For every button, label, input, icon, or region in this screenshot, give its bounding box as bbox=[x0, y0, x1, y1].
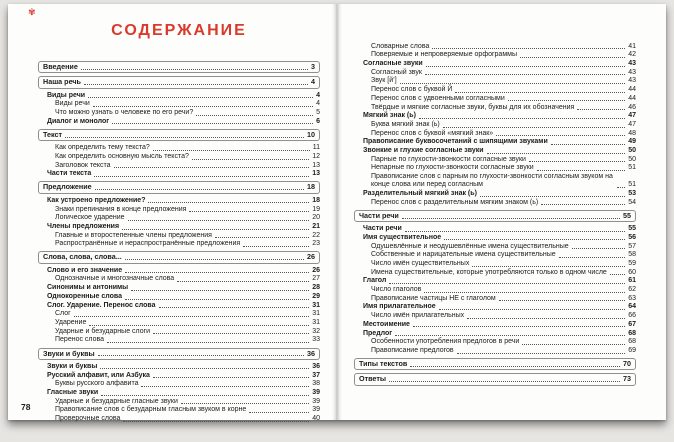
toc-entry-page: 43 bbox=[628, 77, 636, 85]
dot-leader bbox=[395, 335, 625, 336]
toc-entry-page: 49 bbox=[628, 138, 636, 146]
dot-leader bbox=[389, 381, 620, 382]
toc-entry-label: Одушевлённые и неодушевлённые имена существительные bbox=[371, 242, 569, 250]
toc-entry-page: 22 bbox=[312, 231, 320, 239]
toc-section-row bbox=[38, 61, 320, 73]
toc-entry-page: 68 bbox=[628, 329, 636, 337]
dot-leader bbox=[94, 176, 309, 177]
toc-entry-label: Ударение bbox=[55, 319, 87, 326]
toc-entry-page: 18 bbox=[312, 196, 320, 204]
dot-leader bbox=[153, 377, 309, 378]
toc-entry-page: 70 bbox=[623, 359, 631, 369]
toc-entry-label: Правописание частицы НЕ с глаголом bbox=[371, 294, 496, 302]
toc-row bbox=[363, 190, 636, 198]
toc-entry-label: Что можно узнать о человеке по его речи? bbox=[55, 109, 194, 117]
toc-entry-label: Ударные и безударные гласные звуки bbox=[55, 397, 178, 405]
dot-leader bbox=[426, 66, 626, 67]
toc-entry-label: Гласные звуки bbox=[47, 388, 99, 396]
toc-entry-page: 28 bbox=[312, 284, 320, 292]
toc-row bbox=[55, 214, 320, 222]
toc-row bbox=[371, 121, 636, 129]
dot-leader bbox=[522, 344, 625, 345]
dot-leader bbox=[559, 257, 626, 258]
toc-entry-page: 5 bbox=[316, 109, 320, 117]
dot-leader bbox=[443, 127, 625, 128]
toc-row bbox=[55, 380, 320, 388]
toc-row bbox=[371, 164, 636, 172]
toc-entry-page: 37 bbox=[312, 371, 320, 379]
dot-leader bbox=[100, 368, 309, 369]
toc-entry-label: Текст bbox=[43, 129, 63, 139]
toc-row bbox=[55, 398, 320, 406]
toc-row bbox=[55, 153, 320, 161]
toc-entry-label: Распространённые и нераспространённые предложения bbox=[55, 240, 241, 248]
toc-entry-page: 62 bbox=[628, 286, 636, 294]
toc-entry-label: Твёрдые и мягкие согласные звуки, буквы для их обозначения bbox=[371, 103, 575, 111]
toc-entry-page: 68 bbox=[628, 338, 636, 346]
toc-entry-page: 64 bbox=[628, 303, 636, 311]
toc-entry-label: Члены предложения bbox=[47, 222, 120, 230]
toc-entry-page: 55 bbox=[628, 225, 636, 233]
toc-entry-page: 48 bbox=[628, 129, 636, 137]
toc-entry-label: Непарные по глухости-звонкости согласные звуки bbox=[371, 164, 534, 172]
toc-entry-page: 6 bbox=[316, 117, 320, 125]
toc-entry-label: Слог bbox=[55, 310, 71, 318]
toc-entry-page: 69 bbox=[628, 346, 636, 354]
toc-entry-page: 31 bbox=[312, 301, 320, 309]
toc-entry-page: 31 bbox=[312, 310, 320, 318]
toc-entry-label: Перенос слов с удвоенными согласными bbox=[371, 94, 505, 102]
book-gutter bbox=[332, 4, 342, 420]
toc-entry-page: 4 bbox=[316, 100, 320, 108]
toc-entry-page: 47 bbox=[628, 120, 636, 128]
toc-row bbox=[55, 275, 320, 283]
toc-entry-label: Диалог и монолог bbox=[47, 117, 110, 125]
toc-row bbox=[363, 321, 636, 329]
toc-row bbox=[47, 372, 320, 380]
toc-row bbox=[371, 43, 636, 51]
dot-leader bbox=[196, 115, 313, 116]
toc-entry-page: 12 bbox=[312, 152, 320, 160]
toc-entry-label: Буквы русского алфавита bbox=[55, 380, 139, 388]
toc-entry-label: Синонимы и антонимы bbox=[47, 284, 129, 292]
toc-entry-page: 46 bbox=[628, 103, 636, 111]
toc-entry-page: 60 bbox=[628, 268, 636, 276]
toc-entry-label: Словарные слова bbox=[371, 42, 430, 50]
toc-entry-label: Имя существительное bbox=[363, 233, 442, 241]
toc-row bbox=[363, 234, 636, 242]
toc-entry-page: 40 bbox=[312, 415, 320, 423]
dot-leader bbox=[159, 307, 310, 308]
toc-row bbox=[371, 243, 636, 251]
toc-entry-label: Слова, слова, слова... bbox=[43, 252, 122, 262]
dot-leader bbox=[577, 109, 625, 110]
toc-entry-label: Имя прилагательное bbox=[363, 303, 436, 311]
toc-section-row bbox=[38, 76, 320, 88]
dot-leader bbox=[189, 211, 309, 212]
toc-entry-label: Согласный звук bbox=[371, 68, 422, 76]
toc-entry-page: 39 bbox=[312, 406, 320, 414]
toc-row bbox=[55, 336, 320, 344]
toc-row bbox=[55, 240, 320, 248]
left-page bbox=[8, 4, 332, 423]
dot-leader bbox=[541, 204, 625, 205]
toc-entry-page: 32 bbox=[312, 327, 320, 335]
toc-entry-page: 44 bbox=[628, 86, 636, 94]
toc-row bbox=[55, 109, 320, 117]
toc-entry-page: 66 bbox=[628, 312, 636, 320]
toc-row bbox=[47, 223, 320, 231]
toc-entry-label: Особенности употребления предлогов в речи bbox=[371, 338, 520, 346]
toc-entry-page: 31 bbox=[312, 319, 320, 326]
dot-leader bbox=[125, 299, 309, 300]
dot-leader bbox=[457, 353, 626, 354]
toc-entry-label: Знаки препинания в конце предложения bbox=[55, 205, 187, 213]
toc-row bbox=[55, 162, 320, 170]
toc-row bbox=[47, 267, 320, 275]
toc-section-row bbox=[38, 129, 320, 141]
dot-leader bbox=[389, 283, 625, 284]
toc-entry-label: Введение bbox=[43, 62, 78, 71]
dot-leader bbox=[125, 259, 304, 260]
toc-entry-label: Число глаголов bbox=[371, 286, 422, 294]
toc-entry-page: 27 bbox=[312, 275, 320, 283]
toc-entry-label: Собственные и нарицательные имена существительные bbox=[371, 251, 556, 259]
toc-entry-page: 56 bbox=[628, 233, 636, 241]
toc-row bbox=[363, 147, 636, 155]
dot-leader bbox=[508, 100, 625, 101]
corner-ornament-icon: ✾ bbox=[28, 7, 36, 17]
dot-leader bbox=[93, 106, 313, 107]
toc-entry-page: 51 bbox=[628, 164, 636, 172]
dot-leader bbox=[153, 333, 309, 334]
toc-entry-label: Поверяемые и непроверяемые орфограммы bbox=[371, 51, 517, 59]
dot-leader bbox=[243, 246, 309, 247]
toc-entry-page: 73 bbox=[623, 374, 631, 384]
toc-entry-page: 3 bbox=[311, 62, 315, 71]
toc-row bbox=[371, 347, 636, 355]
toc-entry-page: 55 bbox=[623, 210, 631, 220]
dot-leader bbox=[88, 97, 313, 98]
toc-entry-label: Заголовок текста bbox=[55, 161, 111, 169]
dot-leader bbox=[424, 292, 625, 293]
toc-entry-page: 57 bbox=[628, 242, 636, 250]
toc-left-column bbox=[38, 58, 320, 424]
toc-row bbox=[371, 295, 636, 303]
toc-row bbox=[371, 199, 636, 207]
toc-entry-label: Типы текстов bbox=[359, 359, 408, 369]
toc-entry-label: Перенос слов с буквой Й bbox=[371, 86, 453, 94]
dot-leader bbox=[89, 325, 309, 326]
dot-leader bbox=[400, 83, 626, 84]
dot-leader bbox=[537, 170, 626, 171]
toc-entry-label: Виды речи bbox=[47, 91, 86, 99]
dot-leader bbox=[496, 135, 625, 136]
dot-leader bbox=[425, 74, 625, 75]
toc-entry-page: 38 bbox=[312, 380, 320, 388]
dot-leader bbox=[610, 274, 625, 275]
toc-entry-label: Ответы bbox=[359, 374, 386, 384]
book-spread bbox=[8, 4, 666, 423]
dot-leader bbox=[153, 150, 310, 151]
toc-row bbox=[47, 197, 320, 205]
dot-leader bbox=[107, 342, 309, 343]
toc-entry-page: 39 bbox=[312, 397, 320, 405]
toc-entry-label: Мягкий знак (ь) bbox=[363, 112, 416, 120]
toc-row bbox=[55, 319, 320, 327]
dot-leader bbox=[112, 123, 313, 124]
dot-leader bbox=[81, 69, 308, 70]
toc-entry-label: Число имён существительных bbox=[371, 259, 470, 267]
toc-entry-label: Части текста bbox=[47, 170, 92, 178]
dot-leader bbox=[122, 229, 309, 230]
toc-row bbox=[371, 77, 636, 85]
toc-entry-page: 67 bbox=[628, 320, 636, 328]
toc-entry-page: 20 bbox=[312, 214, 320, 222]
toc-row bbox=[371, 130, 636, 138]
right-page bbox=[342, 4, 666, 420]
toc-row bbox=[371, 86, 636, 94]
toc-row bbox=[371, 51, 636, 59]
dot-leader bbox=[148, 202, 309, 203]
page-title: СОДЕРЖАНИЕ bbox=[111, 22, 247, 39]
toc-entry-label: Согласные звуки bbox=[363, 60, 423, 67]
toc-entry-label: Правописание слов с парным по глухости-звонкости согласным звуком на конце слова или перед согласным bbox=[371, 173, 613, 189]
toc-entry-page: 54 bbox=[628, 198, 636, 206]
toc-section-row bbox=[38, 181, 320, 193]
toc-entry-label: Звуки и буквы bbox=[47, 362, 98, 370]
toc-entry-page: 43 bbox=[628, 68, 636, 76]
toc-entry-page: 44 bbox=[628, 94, 636, 102]
toc-row bbox=[47, 284, 320, 292]
toc-entry-page: 33 bbox=[312, 336, 320, 344]
toc-entry-label: Правописание слов с безударным гласным звуком в корне bbox=[55, 406, 247, 414]
dot-leader bbox=[249, 412, 309, 413]
toc-entry-page: 4 bbox=[311, 77, 315, 87]
toc-entry-page: 36 bbox=[307, 348, 315, 358]
dot-leader bbox=[439, 309, 626, 310]
toc-row bbox=[371, 104, 636, 112]
dot-leader bbox=[529, 161, 625, 162]
toc-entry-label: Перенос слов с разделительным мягким знаком (ь) bbox=[371, 198, 539, 206]
toc-entry-label: Местоимение bbox=[363, 320, 410, 328]
toc-entry-page: 58 bbox=[628, 251, 636, 259]
toc-row bbox=[47, 389, 320, 397]
toc-entry-label: Предлог bbox=[363, 329, 393, 337]
toc-section-row bbox=[354, 210, 636, 222]
dot-leader bbox=[413, 326, 625, 327]
dot-leader bbox=[84, 84, 308, 85]
toc-row bbox=[47, 170, 320, 178]
dot-leader bbox=[125, 272, 309, 273]
toc-row bbox=[371, 260, 636, 268]
dot-leader bbox=[98, 355, 304, 356]
dot-leader bbox=[455, 92, 625, 93]
toc-entry-page: 26 bbox=[312, 266, 320, 274]
toc-row bbox=[55, 232, 320, 240]
toc-row bbox=[55, 310, 320, 318]
toc-right-column bbox=[354, 42, 636, 389]
toc-row bbox=[371, 286, 636, 294]
toc-row bbox=[363, 277, 636, 285]
toc-entry-label: Буква мягкий знак (ь) bbox=[371, 120, 440, 128]
toc-row bbox=[371, 173, 636, 189]
toc-entry-page: 11 bbox=[312, 144, 320, 152]
toc-entry-page: 61 bbox=[628, 277, 636, 285]
dot-leader bbox=[131, 290, 309, 291]
dot-leader bbox=[472, 266, 625, 267]
toc-row bbox=[55, 406, 320, 414]
toc-entry-label: Как определить основную мысль текста? bbox=[55, 152, 189, 160]
dot-leader bbox=[215, 237, 309, 238]
toc-entry-label: Наша речь bbox=[43, 77, 81, 87]
dot-leader bbox=[551, 144, 625, 145]
toc-entry-label: Разделительный мягкий знак (ь) bbox=[363, 189, 477, 197]
toc-section-row bbox=[354, 358, 636, 370]
dot-leader bbox=[444, 239, 625, 240]
dot-leader bbox=[419, 118, 625, 119]
dot-leader bbox=[520, 57, 625, 58]
toc-row bbox=[363, 112, 636, 120]
toc-entry-page: 39 bbox=[312, 388, 320, 396]
toc-entry-label: Предложение bbox=[43, 182, 92, 192]
toc-entry-page: 59 bbox=[628, 259, 636, 267]
toc-entry-label: Проверочные слова bbox=[55, 415, 121, 423]
toc-entry-label: Глагол bbox=[363, 277, 387, 285]
toc-entry-label: Однозначные и многозначные слова bbox=[55, 275, 175, 283]
toc-row bbox=[47, 118, 320, 126]
toc-row bbox=[55, 415, 320, 423]
toc-entry-page: 19 bbox=[312, 205, 320, 213]
dot-leader bbox=[499, 300, 626, 301]
toc-entry-page: 18 bbox=[307, 182, 315, 192]
toc-row bbox=[47, 92, 320, 100]
toc-entry-page: 4 bbox=[316, 91, 320, 99]
toc-entry-label: Слог. Ударение. Перенос слова bbox=[47, 301, 156, 309]
toc-entry-label: Перенос слов с буквой «мягкий знак» bbox=[371, 129, 494, 137]
toc-row bbox=[371, 269, 636, 277]
toc-row bbox=[55, 100, 320, 108]
dot-leader bbox=[405, 231, 625, 232]
toc-entry-label: Логическое ударение bbox=[55, 214, 125, 222]
toc-entry-page: 10 bbox=[307, 129, 315, 139]
dot-leader bbox=[74, 316, 310, 317]
toc-entry-label: Звуки и буквы bbox=[43, 348, 95, 358]
toc-entry-page: 13 bbox=[312, 170, 320, 178]
dot-leader bbox=[410, 366, 620, 367]
toc-entry-page: 53 bbox=[628, 189, 636, 197]
toc-entry-label: Виды речи bbox=[55, 100, 90, 108]
toc-entry-page: 36 bbox=[312, 362, 320, 370]
toc-row bbox=[371, 156, 636, 164]
toc-row bbox=[47, 363, 320, 371]
toc-row bbox=[363, 303, 636, 311]
toc-entry-page: 29 bbox=[312, 292, 320, 300]
dot-leader bbox=[432, 48, 625, 49]
dot-leader bbox=[572, 248, 626, 249]
toc-section-row bbox=[38, 251, 320, 263]
toc-row bbox=[55, 206, 320, 214]
toc-row bbox=[371, 69, 636, 77]
dot-leader bbox=[181, 403, 309, 404]
toc-row bbox=[363, 330, 636, 338]
toc-entry-label: Слово и его значение bbox=[47, 266, 123, 274]
toc-entry-label: Русский алфавит, или Азбука bbox=[47, 371, 150, 379]
toc-entry-label: Звонкие и глухие согласные звуки bbox=[363, 147, 484, 155]
toc-entry-label: Как устроено предложение? bbox=[47, 196, 146, 204]
toc-row bbox=[55, 144, 320, 152]
toc-entry-label: Перенос слова bbox=[55, 336, 105, 344]
dot-leader bbox=[487, 153, 626, 154]
dot-leader bbox=[65, 137, 304, 138]
toc-entry-label: Части речи bbox=[359, 210, 399, 220]
toc-row bbox=[371, 251, 636, 259]
toc-entry-page: 26 bbox=[307, 252, 315, 262]
toc-row bbox=[371, 95, 636, 103]
toc-row bbox=[371, 312, 636, 320]
toc-entry-label: Звук [й’] bbox=[371, 77, 397, 85]
dot-leader bbox=[192, 159, 309, 160]
toc-entry-page: 50 bbox=[628, 155, 636, 163]
toc-section-row bbox=[38, 348, 320, 360]
toc-entry-label: Число имён прилагательных bbox=[371, 312, 465, 320]
toc-entry-page: 50 bbox=[628, 147, 636, 155]
dot-leader bbox=[141, 386, 309, 387]
dot-leader bbox=[617, 187, 625, 188]
toc-entry-page: 63 bbox=[628, 294, 636, 302]
toc-entry-label: Правописание буквосочетаний с шипящими звуками bbox=[363, 138, 548, 146]
toc-entry-page: 23 bbox=[312, 240, 320, 248]
dot-leader bbox=[101, 395, 309, 396]
dot-leader bbox=[123, 421, 309, 422]
toc-row bbox=[47, 302, 320, 310]
dot-leader bbox=[177, 281, 309, 282]
toc-row bbox=[47, 293, 320, 301]
toc-row bbox=[363, 138, 636, 146]
dot-leader bbox=[128, 220, 310, 221]
toc-section-row bbox=[354, 373, 636, 385]
toc-entry-label: Парные по глухости-звонкости согласные звуки bbox=[371, 155, 526, 163]
toc-entry-page: 42 bbox=[628, 51, 636, 59]
toc-entry-page: 51 bbox=[628, 181, 636, 189]
toc-entry-page: 43 bbox=[628, 60, 636, 67]
toc-row bbox=[363, 225, 636, 233]
toc-row bbox=[363, 60, 636, 68]
toc-row bbox=[55, 328, 320, 336]
dot-leader bbox=[480, 196, 625, 197]
dot-leader bbox=[114, 167, 310, 168]
toc-entry-label: Ударные и безударные слоги bbox=[55, 327, 151, 335]
toc-entry-label: Части речи bbox=[363, 225, 402, 233]
toc-entry-label: Имена существительные, которые употребляются только в одном числе bbox=[371, 268, 607, 276]
page-number-folio: 78 bbox=[21, 402, 31, 412]
toc-entry-page: 41 bbox=[628, 42, 636, 50]
toc-entry-page: 47 bbox=[628, 112, 636, 120]
toc-entry-page: 21 bbox=[312, 222, 320, 230]
toc-entry-label: Правописание предлогов bbox=[371, 346, 454, 354]
toc-entry-label: Главные и второстепенные члены предложения bbox=[55, 231, 212, 239]
toc-row bbox=[371, 338, 636, 346]
toc-entry-label: Однокоренные слова bbox=[47, 292, 122, 300]
dot-leader bbox=[467, 318, 625, 319]
dot-leader bbox=[95, 189, 304, 190]
toc-entry-page: 13 bbox=[312, 161, 320, 169]
toc-entry-label: Как определить тему текста? bbox=[55, 144, 150, 152]
dot-leader bbox=[402, 218, 620, 219]
